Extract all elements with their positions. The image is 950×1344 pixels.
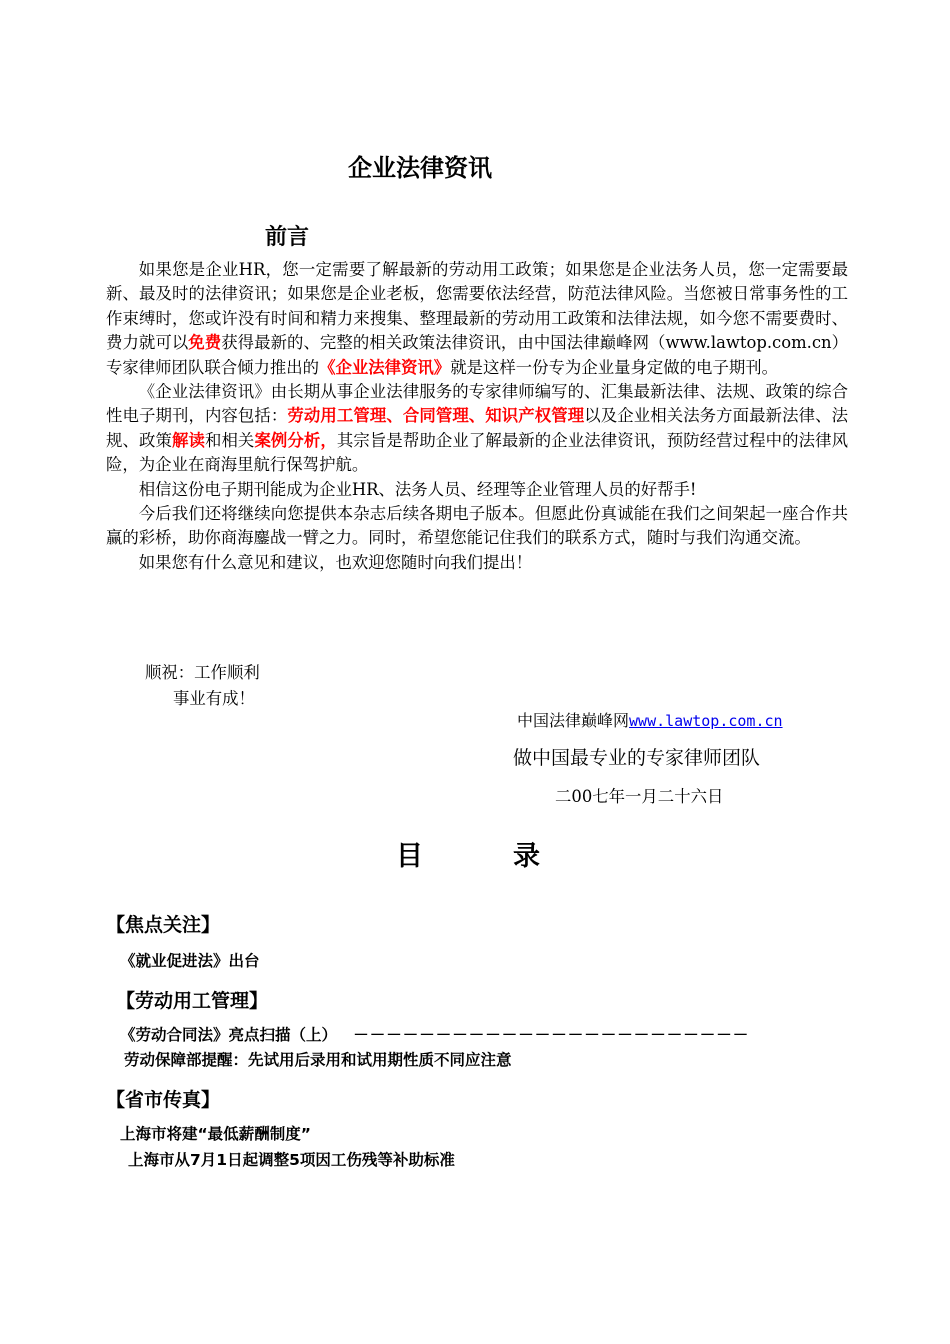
toc-item[interactable]: 劳动保障部提醒：先试用后录用和试用期性质不同应注意 (124, 1051, 512, 1069)
greeting-line-2: 事业有成！ (173, 689, 255, 708)
document-title: 企业法律资讯 (348, 154, 492, 182)
case-analysis-highlight: 案例分析， (254, 430, 337, 450)
toc-dash-leader: －－－－－－－－－－－－－－－－－－－－－－－－ (353, 1026, 750, 1044)
toc-section-labor: 【劳动用工管理】 (116, 990, 269, 1012)
toc-item[interactable]: 上海市将建“最低薪酬制度” (120, 1125, 311, 1143)
free-highlight: 免费 (188, 333, 222, 353)
signature-org (517, 708, 783, 731)
toc-item[interactable]: 《就业促进法》出台 (120, 952, 260, 970)
org-name: 中国法律巅峰网 (517, 711, 630, 730)
greeting (145, 660, 260, 712)
preface-paragraph-5: 如果您有什么意见和建议，也欢迎您随时向我们提出！ (138, 552, 533, 572)
greeting-line-1: 顺祝：工作顺利 (145, 663, 260, 682)
toc-section-focus: 【焦点关注】 (106, 914, 221, 936)
topics-highlight: 劳动用工管理、合同管理、知识产权管理 (287, 406, 585, 426)
toc-item[interactable]: 《劳动合同法》亮点扫描（上） －－－－－－－－－－－－－－－－－－－－－－－－ (120, 1026, 750, 1044)
interpretation-highlight: 解读 (171, 430, 205, 450)
preface-paragraph-3: 相信这份电子期刊能成为企业HR、法务人员、经理等企业管理人员的好帮手! (138, 479, 697, 499)
toc-title: 目 录 (396, 841, 540, 872)
preface-paragraph-2: 《企业法律资讯》由长期从事企业法律服务的专家律师编写的、汇集最新法律、法规、政策的综合性电子期刊，内容包括：劳动用工管理、合同管理、知识产权管理以及企业相关法务方面最新法律、法规、政策解读和相关案例分析，其宗旨是帮助企业了解最新的企业法律资讯，预防经营过程中的法律风险，为企业在商海里航行保驾护航。 (106, 382, 849, 475)
preface-paragraph-1: 如果您是企业HR，您一定需要了解最新的劳动用工政策；如果您是企业法务人员，您一定需要最新、最及时的法律资讯；如果您是企业老板，您需要依法经营，防范法律风险。当您被日常事务性的工作束缚时，您或许没有时间和精力来搜集、整理最新的劳动用工政策和法律法规，如今您不需要费时、费力就可以免费获得最新的、完整的相关政策法律资讯，由中国法律巅峰网（www.lawtop.com.cn）专家律师团队联合倾力推出的《企业法律资讯》就是这样一份专为企业量身定做的电子期刊。 (106, 260, 849, 377)
signature-slogan: 做中国最专业的专家律师团队 (513, 747, 761, 769)
toc-item[interactable]: 上海市从7月1日起调整5项因工伤残等补助标准 (128, 1151, 455, 1169)
toc-section-provinces: 【省市传真】 (106, 1089, 221, 1111)
preface-paragraph-4: 今后我们还将继续向您提供本杂志后续各期电子版本。但愿此份真诚能在我们之间架起一座合作共赢的彩桥，助你商海鏖战一臂之力。同时，希望您能记住我们的联系方式，随时与我们沟通交流。 (106, 504, 848, 548)
website-link[interactable]: www.lawtop.com.cn (629, 712, 783, 730)
signature-date: 二00七年一月二十六日 (555, 787, 724, 806)
publication-name-highlight: 《企业法律资讯》 (319, 357, 451, 377)
preface-heading: 前言 (265, 225, 310, 250)
preface-body (106, 258, 848, 575)
